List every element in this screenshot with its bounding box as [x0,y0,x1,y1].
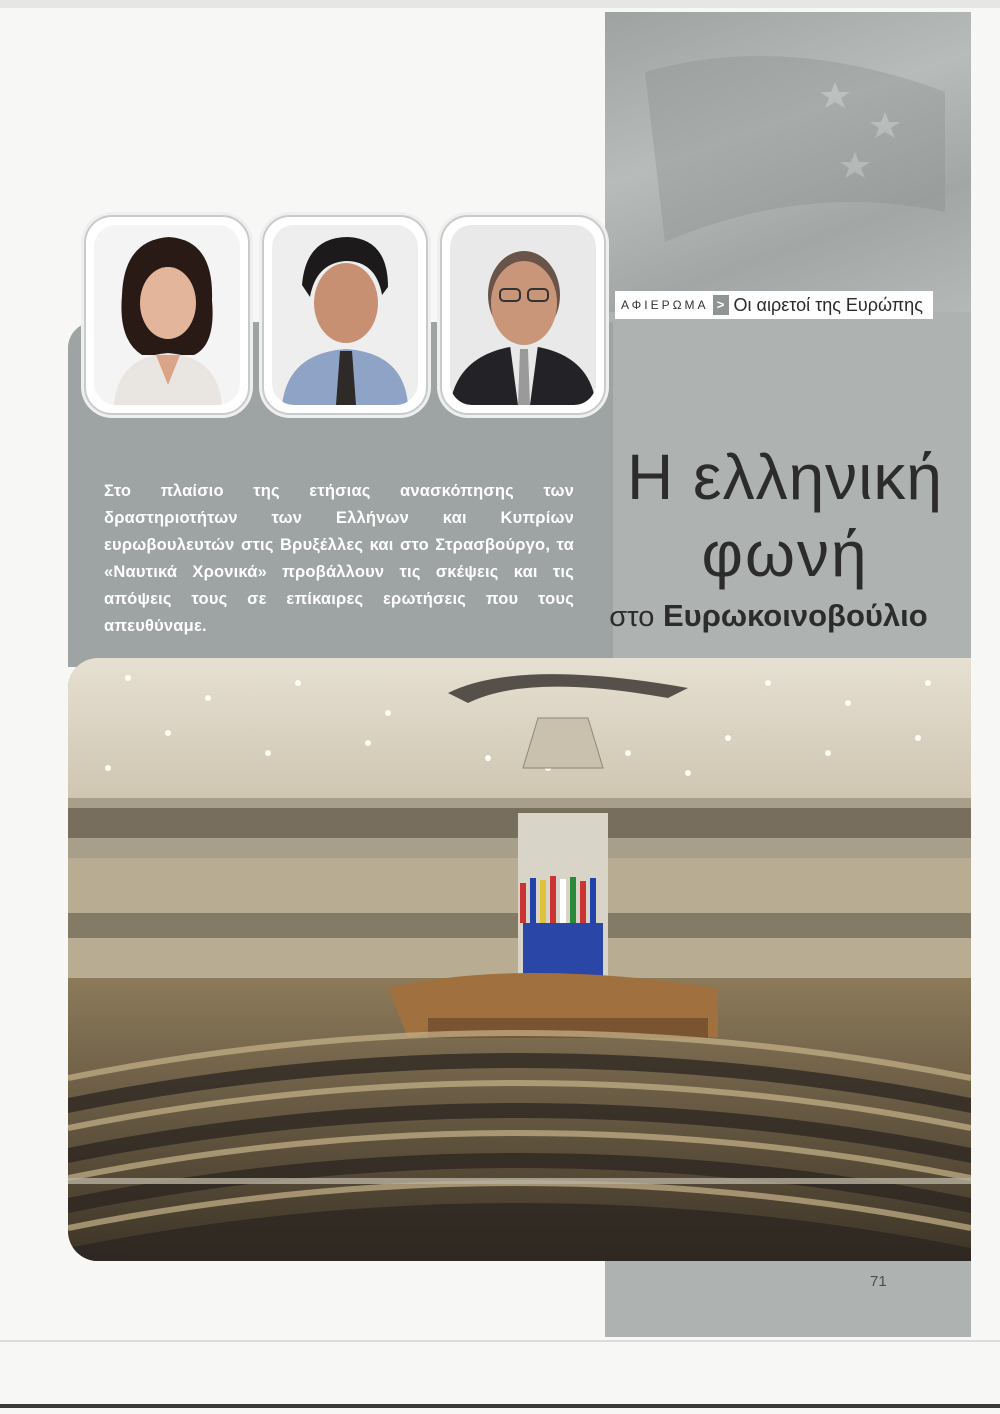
eu-flag-motif [605,12,971,312]
section-label: ΑΦΙΕΡΩΜΑ [621,298,709,312]
section-arrow-icon: > [713,295,729,315]
parliament-chamber-photo [68,658,971,1261]
page-number: 71 [870,1273,887,1290]
portrait-man-dark-hair-photo [272,225,418,405]
portrait-woman [84,215,250,415]
section-title: Οι αιρετοί της Ευρώπης [733,294,923,315]
scan-edge [0,0,1000,8]
headline-line-2: φωνή [701,518,869,590]
parliament-chamber-illustration [68,658,971,1261]
portrait-man-glasses-photo [450,225,596,405]
section-tag [615,291,933,319]
headline-line-3-main: Ευρωκοινοβούλιο [662,598,928,633]
portrait-man-dark-hair [262,215,428,415]
headline-line-1: Η ελληνική [627,441,943,513]
headline-line-3-prefix: στο [609,601,655,633]
scan-rule-faint [0,1340,1000,1342]
headline-line-3 [596,600,941,632]
scan-rule-dark [0,1404,1000,1408]
portrait-woman-photo [94,225,240,405]
portrait-man-glasses [440,215,606,415]
intro-text: Στο πλαίσιο της ετήσιας ανασκόπησης των δραστηριοτήτων των Ελλήνων και Κυπρίων ευρωβουλευτών στις Βρυξέλλες και στο Στρασβούργο, τα «Ναυτικά Χρονικά» προβάλλουν τις σκέψεις και τις απόψεις τους σε επίκαιρες ερωτήσεις που τους απευθύναμε. [104,482,574,635]
